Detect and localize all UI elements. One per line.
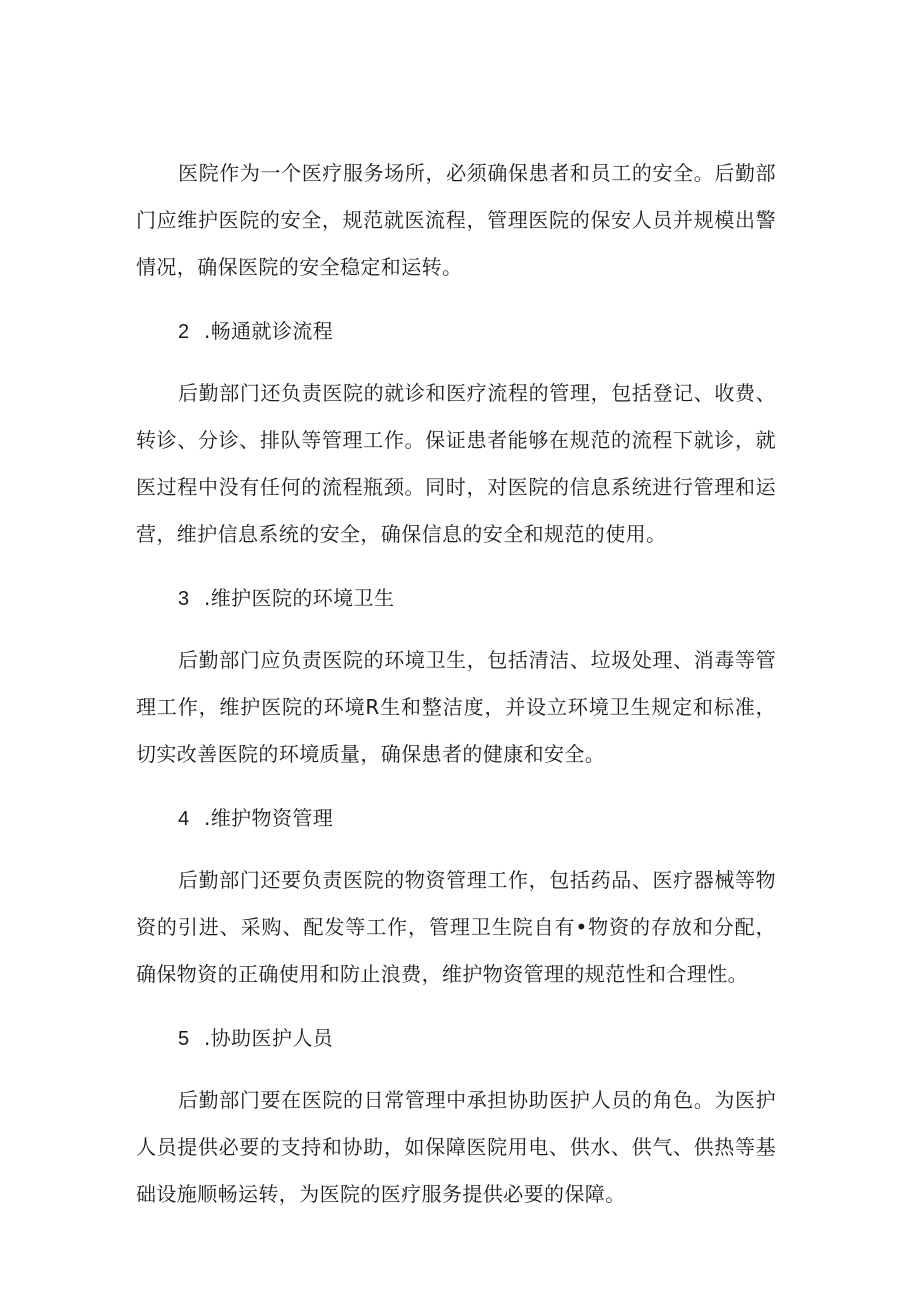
paragraph-assist: 后勤部门要在医院的日常管理中承担协助医护人员的角色。为医护人员提供必要的支持和协助，如保障医院用电、供水、供气、供热等基础设施顺畅运转，为医院的医疗服务提供必要的保障。 bbox=[136, 1088, 776, 1206]
spacer bbox=[136, 778, 776, 794]
section-number: 2 bbox=[178, 321, 190, 343]
section-number: 5 bbox=[178, 1028, 190, 1050]
section-title: .畅通就诊流程 bbox=[204, 319, 334, 343]
paragraph-hygiene: 后勤部门应负责医院的环境卫生，包括清洁、垃圾处理、消毒等管理工作，维护医院的环境R生和整洁度，并设立环境卫生规定和标准，切实改善医院的环境质量，确保患者的健康和安全。 bbox=[136, 648, 776, 766]
spacer bbox=[136, 558, 776, 574]
section-title: .维护医院的环境卫生 bbox=[204, 586, 395, 610]
document-body bbox=[136, 150, 776, 1218]
spacer bbox=[136, 291, 776, 307]
spacer bbox=[136, 998, 776, 1014]
section-title: .协助医护人员 bbox=[204, 1026, 334, 1050]
paragraph-materials: 后勤部门还要负责医院的物资管理工作，包括药品、医疗器械等物资的引进、采购、配发等工作，管理卫生院自有•物资的存放和分配，确保物资的正确使用和防止浪费，维护物资管理的规范性和合理性。 bbox=[136, 868, 776, 986]
section-heading-5 bbox=[136, 1018, 776, 1059]
paragraph-security: 医院作为一个医疗服务场所，必须确保患者和员工的安全。后勤部门应维护医院的安全，规范就医流程，管理医院的保安人员并规模出警情况，确保医院的安全稳定和运转。 bbox=[136, 161, 776, 279]
section-heading-3 bbox=[136, 578, 776, 619]
section-number: 4 bbox=[178, 808, 190, 830]
section-heading-2 bbox=[136, 311, 776, 352]
section-title: .维护物资管理 bbox=[204, 806, 334, 830]
paragraph-process: 后勤部门还负责医院的就诊和医疗流程的管理，包括登记、收费、转诊、分诊、排队等管理工作。保证患者能够在规范的流程下就诊，就医过程中没有任何的流程瓶颈。同时，对医院的信息系统进行管理和运营，维护信息系统的安全，确保信息的安全和规范的使用。 bbox=[136, 381, 776, 546]
section-number: 3 bbox=[178, 588, 190, 610]
section-heading-4 bbox=[136, 798, 776, 839]
